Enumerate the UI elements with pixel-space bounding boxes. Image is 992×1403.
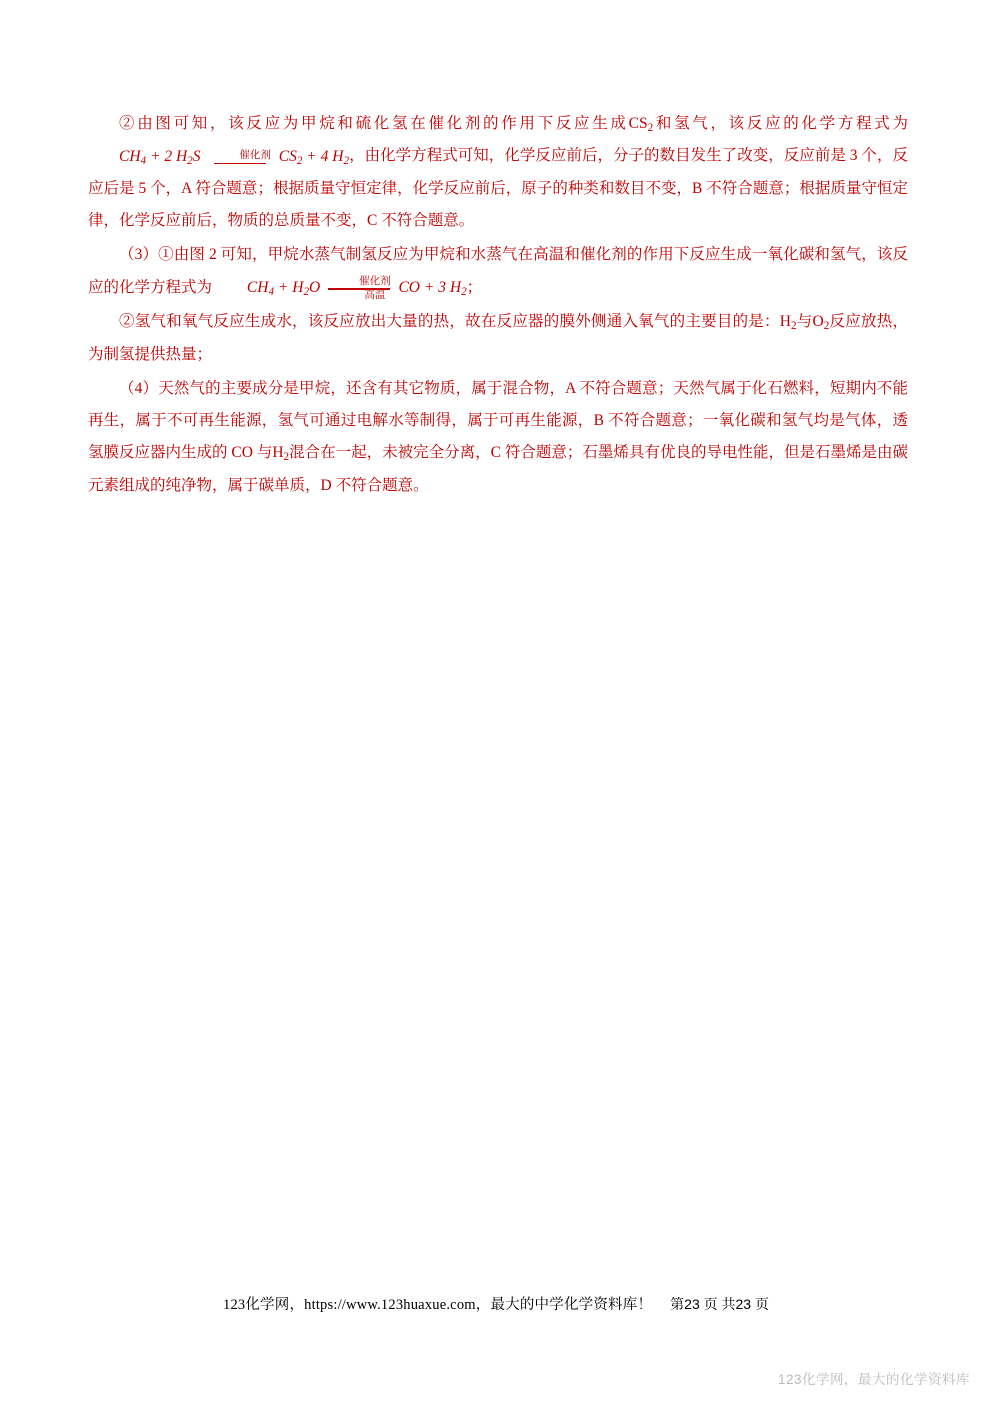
p3-formula-o2: $O_2$ [812,313,830,333]
watermark: 123化学网，最大的化学资料库 [777,1372,970,1387]
arrow-condition-catalyst: 催化剂 [359,275,391,287]
paragraph-2-analysis [88,108,908,237]
p4-text-a: （4）天然气的主要成分是甲烷，还含有其它物质，属于混合物，A 不符合题意；天然气属于化石燃料，短期内不能再生，属于不可再生能源，氢气可通过电解水等制得，属于可再生能源，B 不符合题意；一氧化碳和氢气均是气体，透氢膜反应器内生成的 CO 与 [88,379,908,462]
document-body [88,108,908,504]
p3-text-c: 反应放热，为制氢提供热量； [88,313,908,363]
p1-formula-cs2: $CS_2$ [628,115,654,135]
p1-text-c: 由化学方程式可知，化学反应前后，分子的数目发生了改变，反应前是 3 个，反应后是 5 个，A 符合题意；根据质量守恒定律，化学反应前后，原子的种类和数目不变，B 不符合题意；根据质量守恒定律，化学反应前后，物质的总质量不变，C 不符合题意。 [88,147,908,230]
paragraph-3-2-analysis [88,306,908,371]
p2-semicolon: ； [466,278,483,296]
footer-site-text: 123化学网，https://www.123huaxue.com，最大的中学化学资料库！ [223,1297,653,1313]
paragraph-3-1-analysis [88,239,908,304]
p1-comma: ， [349,147,365,165]
p2-text-a: （3）①由图 2 可知，甲烷水蒸气制氢反应为甲烷和水蒸气在高温和催化剂的作用下反应生成一氧化碳和氢气，该反应的化学方程式为 [88,246,908,296]
p1-text-b: 和氢气，该反应的化学方程式为 [653,115,908,132]
arrow-condition-high-temp: 高温 [364,289,386,301]
p1-text-a: ②由图可知，该反应为甲烷和硫化氢在催化剂的作用下反应生成 [119,115,629,132]
reaction-arrow-2 [328,276,391,301]
p3-text-b: 与 [796,313,813,331]
chemical-equation-1: $CH_4 + 2$ $H_2S$ 催化剂 $CS_2 + 4$ $H_2$ [119,147,350,167]
arrow-line [214,163,266,164]
chemical-equation-2: $CH_4 + H_2O$ 催化剂 高温 CO + 3 $H_2$ [246,275,467,301]
page-footer [0,1293,992,1314]
footer-page-number: 第23 页 共23 页 [670,1296,769,1312]
p3-text-a: ②氢气和氧气反应生成水，该反应放出大量的热，故在反应器的膜外侧通入氧气的主要目的是： [119,313,780,331]
p3-formula-h2: $H_2$ [779,313,797,333]
paragraph-4-analysis [88,373,908,502]
arrow-condition-catalyst: 催化剂 [239,150,271,162]
p4-formula-h2: $H_2$ [272,444,290,464]
p4-text-b: 混合在一起，未被完全分离，C 符合题意；石墨烯具有优良的导电性能，但是石墨烯是由碳元素组成的纯净物，属于碳单质，D 不符合题意。 [88,444,908,494]
reaction-arrow-1 [208,150,271,164]
